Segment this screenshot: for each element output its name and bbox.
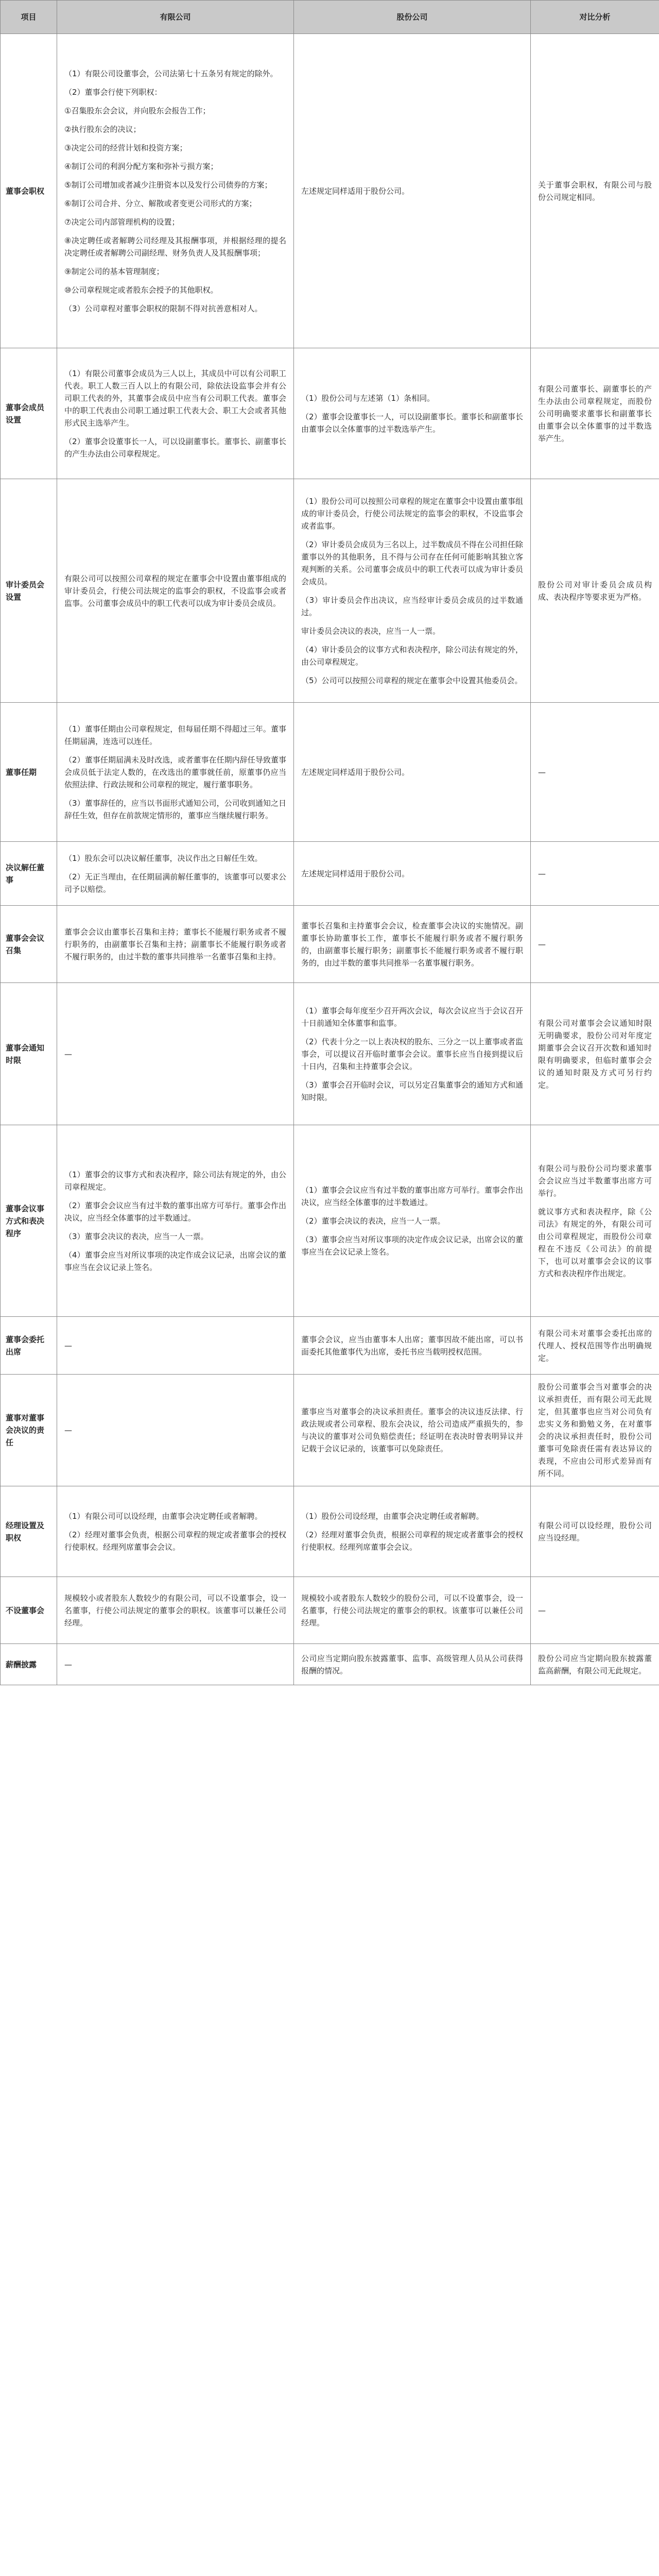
cell-paragraph: （1）董事会每年度至少召开两次会议，每次会议应当于会议召开十日前通知全体董事和监事。 [301, 1006, 523, 1028]
row-item-label: 决议解任董事 [1, 842, 57, 906]
row-item-label: 董事会职权 [1, 34, 57, 348]
cell-paragraph: （2）经理对董事会负责，根据公司章程的规定或者董事会的授权行使职权。经理列席董事会会议。 [64, 1530, 286, 1552]
cell-inc [294, 983, 531, 1125]
header-inc: 股份公司 [294, 1, 531, 34]
cell-ltd [57, 34, 294, 348]
cell-inc [294, 703, 531, 842]
cell-inc [294, 1125, 531, 1317]
cell-paragraph: （3）董事会应当对所议事项的决定作成会议记录，出席会议的董事应当在会议记录上签名。 [301, 1234, 523, 1257]
cell-cmp [531, 906, 659, 983]
cell-paragraph: — [538, 939, 546, 949]
cell-paragraph: 有限公司董事长、副董事长的产生办法由公司章程规定，而股份公司明确要求董事长和副董事长由董事会以全体董事的过半数选举产生。 [538, 384, 652, 443]
row-item-label: 董事对董事会决议的责任 [1, 1375, 57, 1486]
cell-cmp [531, 703, 659, 842]
cell-paragraph: （2）董事会设董事长一人，可以设副董事长。董事长、副董事长的产生办法由公司章程规定。 [64, 436, 286, 459]
cell-paragraph: ①召集股东会会议，并向股东会报告工作； [64, 106, 211, 115]
cell-paragraph: 就议事方式和表决程序，除《公司法》有规定的外，有限公司可由公司章程规定，而股份公司章程在不违反《公司法》的前提下，也可以对董事会会议的议事方式和表决程序作出规定。 [538, 1207, 652, 1278]
cell-ltd [57, 1644, 294, 1685]
cell-paragraph: （1）有限公司可以设经理，由董事会决定聘任或者解聘。 [64, 1511, 263, 1521]
cell-paragraph: 关于董事会职权，有限公司与股份公司规定相同。 [538, 180, 652, 202]
cell-paragraph: 股份公司应当定期向股东披露董监高薪酬，有限公司无此规定。 [538, 1653, 652, 1675]
cell-cmp [531, 1317, 659, 1375]
cell-paragraph: （3）董事会决议的表决，应当一人一票。 [64, 1231, 209, 1241]
cell-paragraph: 董事应当对董事会的决议承担责任。董事会的决议违反法律、行政法规或者公司章程、股东会决议，给公司造成严重损失的，参与决议的董事对公司负赔偿责任；经证明在表决时曾表明异议并记载于会议记录的，该董事可以免除责任。 [301, 1407, 523, 1453]
cell-cmp [531, 1375, 659, 1486]
cell-paragraph: 有限公司可以设经理，股份公司应当设经理。 [538, 1520, 652, 1543]
cell-cmp [531, 1486, 659, 1577]
cell-paragraph: — [64, 1049, 72, 1059]
cell-paragraph: — [64, 1659, 72, 1669]
cell-cmp [531, 34, 659, 348]
cell-ltd [57, 1317, 294, 1375]
table-row [1, 1644, 659, 1685]
row-item-label: 不设董事会 [1, 1577, 57, 1644]
cell-paragraph: 有限公司对董事会会议通知时限无明确要求，股份公司对年度定期董事会会议召开次数和通知时限有明确要求，但临时董事会会议的通知时限及方式可另行约定。 [538, 1018, 652, 1090]
cell-cmp [531, 1644, 659, 1685]
cell-paragraph: （4）董事会应当对所议事项的决定作成会议记录，出席会议的董事应当在会议记录上签名。 [64, 1250, 286, 1272]
table-row [1, 1577, 659, 1644]
cell-inc [294, 1317, 531, 1375]
table-body [1, 34, 659, 1685]
header-compare: 对比分析 [531, 1, 659, 34]
table-row [1, 703, 659, 842]
cell-paragraph: （2）董事会会议应当有过半数的董事出席方可举行。董事会作出决议，应当经全体董事的过半数通过。 [64, 1200, 286, 1223]
cell-paragraph: 有限公司可以按照公司章程的规定在董事会中设置由董事组成的审计委员会，行使公司法规定的监事会的职权，不设监事会或者监事。公司董事会成员中的职工代表可以成为审计委员会成员。 [64, 573, 286, 608]
cell-paragraph: （3）董事辞任的，应当以书面形式通知公司，公司收到通知之日辞任生效，但存在前款规定情形的，董事应当继续履行职务。 [64, 798, 286, 820]
cell-paragraph: 股份公司董事会当对董事会的决议承担责任，而有限公司无此规定，但其董事也应当对公司负有忠实义务和勤勉义务，在对董事会的决议承担责任时，股份公司董事可免除责任需有表达异议的表现，不应由公司形式差异而有所不同。 [538, 1382, 652, 1478]
cell-paragraph: （1）董事会会议应当有过半数的董事出席方可举行。董事会作出决议，应当经全体董事的过半数通过。 [301, 1185, 523, 1207]
cell-paragraph: ⑤制订公司增加或者减少注册资本以及发行公司债券的方案； [64, 180, 272, 190]
cell-paragraph: 有限公司与股份公司均要求董事会会议应当过半数董事出席方可举行。 [538, 1163, 652, 1198]
cell-paragraph: （1）股东会可以决议解任董事，决议作出之日解任生效。 [64, 853, 263, 863]
cell-cmp [531, 1577, 659, 1644]
cell-paragraph: — [64, 1341, 72, 1350]
table-row [1, 906, 659, 983]
cell-paragraph: ③决定公司的经营计划和投资方案； [64, 143, 187, 152]
cell-ltd [57, 1125, 294, 1317]
cell-paragraph: （1）股份公司设经理，由董事会决定聘任或者解聘。 [301, 1511, 484, 1521]
cell-ltd [57, 983, 294, 1125]
cell-inc [294, 1375, 531, 1486]
cell-paragraph: 董事会会议由董事长召集和主持；董事长不能履行职务或者不履行职务的，由副董事长召集和主持；副董事长不能履行职务或者不履行职务的，由过半数的董事共同推举一名董事召集和主持。 [64, 927, 286, 961]
cell-paragraph: （2）董事任期届满未及时改选，或者董事在任期内辞任导致董事会成员低于法定人数的，在改选出的董事就任前，原董事仍应当依照法律、行政法规和公司章程的规定，履行董事职务。 [64, 755, 286, 789]
cell-paragraph: （2）经理对董事会负责，根据公司章程的规定或者董事会的授权行使职权。经理列席董事会会议。 [301, 1530, 523, 1552]
table-row [1, 479, 659, 703]
row-item-label: 董事任期 [1, 703, 57, 842]
row-item-label: 董事会议事方式和表决程序 [1, 1125, 57, 1317]
row-item-label: 董事会会议召集 [1, 906, 57, 983]
table-row [1, 34, 659, 348]
cell-paragraph: （2）董事会行使下列职权： [64, 87, 162, 97]
row-item-label: 经理设置及职权 [1, 1486, 57, 1577]
cell-paragraph: ④制订公司的利润分配方案和弥补亏损方案； [64, 161, 218, 171]
cell-inc [294, 1486, 531, 1577]
cell-ltd [57, 703, 294, 842]
header-ltd: 有限公司 [57, 1, 294, 34]
cell-paragraph: — [538, 869, 546, 878]
cell-paragraph: 左述规定同样适用于股份公司。 [301, 186, 410, 196]
cell-paragraph: ⑥制订公司合并、分立、解散或者变更公司形式的方案； [64, 198, 257, 208]
cell-ltd [57, 1375, 294, 1486]
cell-inc [294, 479, 531, 703]
cell-paragraph: （2）审计委员会成员为三名以上，过半数成员不得在公司担任除董事以外的其他职务，且不得与公司存在任何可能影响其独立客观判断的关系。公司董事会成员中的职工代表可以成为审计委员会成员。 [301, 539, 523, 586]
cell-paragraph: ⑦决定公司内部管理机构的设置； [64, 217, 180, 227]
cell-inc [294, 1577, 531, 1644]
cell-paragraph: 董事会会议，应当由董事本人出席；董事因故不能出席，可以书面委托其他董事代为出席，委托书应当载明授权范围。 [301, 1334, 523, 1357]
cell-paragraph: ⑧决定聘任或者解聘公司经理及其报酬事项，并根据经理的提名决定聘任或者解聘公司副经理、财务负责人及其报酬事项； [64, 235, 286, 258]
cell-paragraph: 董事长召集和主持董事会会议，检查董事会决议的实施情况。副董事长协助董事长工作，董事长不能履行职务或者不履行职务的，由副董事长履行职务；副董事长不能履行职务或者不履行职务的，由过半数的董事共同推举一名董事履行职务。 [301, 921, 523, 968]
cell-cmp [531, 983, 659, 1125]
cell-paragraph: 有限公司未对董事会委托出席的代理人、授权范围等作出明确规定。 [538, 1328, 652, 1363]
cell-paragraph: （2）董事会设董事长一人，可以设副董事长。董事长和副董事长由董事会以全体董事的过半数选举产生。 [301, 412, 523, 434]
cell-paragraph: 审计委员会决议的表决，应当一人一票。 [301, 626, 441, 636]
cell-paragraph: （1）有限公司设董事会，公司法第七十五条另有规定的除外。 [64, 69, 278, 78]
row-item-label: 董事会委托出席 [1, 1317, 57, 1375]
cell-paragraph: （2）代表十分之一以上表决权的股东、三分之一以上董事或者监事会，可以提议召开临时董事会会议。董事长应当自接到提议后十日内，召集和主持董事会会议。 [301, 1037, 523, 1071]
cell-paragraph: （4）审计委员会的议事方式和表决程序，除公司法有规定的外，由公司章程规定。 [301, 645, 523, 667]
table-row [1, 1486, 659, 1577]
cell-paragraph: （5）公司可以按照公司章程的规定在董事会中设置其他委员会。 [301, 675, 523, 685]
row-item-label: 董事会通知时限 [1, 983, 57, 1125]
cell-inc [294, 906, 531, 983]
cell-cmp [531, 479, 659, 703]
cell-ltd [57, 1577, 294, 1644]
cell-paragraph: （2）董事会决议的表决，应当一人一票。 [301, 1216, 445, 1226]
cell-paragraph: ⑨制定公司的基本管理制度； [64, 266, 164, 276]
cell-ltd [57, 479, 294, 703]
cell-paragraph: （1）董事会的议事方式和表决程序，除公司法有规定的外，由公司章程规定。 [64, 1170, 286, 1192]
table-header-row [1, 1, 659, 34]
cell-ltd [57, 348, 294, 479]
cell-inc [294, 348, 531, 479]
cell-paragraph: — [538, 1605, 546, 1615]
cell-ltd [57, 1486, 294, 1577]
cell-cmp [531, 348, 659, 479]
cell-paragraph: （3）公司章程对董事会职权的限制不得对抗善意相对人。 [64, 303, 263, 313]
cell-paragraph: ⑩公司章程规定或者股东会授予的其他职权。 [64, 285, 218, 295]
table-row [1, 348, 659, 479]
cell-paragraph: 股份公司对审计委员会成员构成、表决程序等要求更为严格。 [538, 580, 652, 602]
table-row [1, 983, 659, 1125]
cell-paragraph: （1）有限公司董事会成员为三人以上，其成员中可以有公司职工代表。职工人数三百人以上的有限公司，除依法设监事会并有公司职工代表的外，其董事会成员中应当有公司职工代表。董事会中的职工代表由公司职工通过职工代表大会、职工大会或者其他形式民主选举产生。 [64, 368, 286, 428]
cell-paragraph: 规模较小或者股东人数较少的有限公司，可以不设董事会，设一名董事，行使公司法规定的董事会的职权。该董事可以兼任公司经理。 [64, 1593, 286, 1628]
cell-paragraph: （1）股份公司与左述第（1）条相同。 [301, 393, 435, 403]
table-row [1, 1375, 659, 1486]
cell-paragraph: （2）无正当理由，在任期届满前解任董事的，该董事可以要求公司予以赔偿。 [64, 872, 286, 894]
cell-paragraph: — [64, 1426, 72, 1435]
cell-paragraph: （3）董事会召开临时会议，可以另定召集董事会的通知方式和通知时限。 [301, 1080, 523, 1102]
cell-paragraph: （3）审计委员会作出决议，应当经审计委员会成员的过半数通过。 [301, 595, 523, 617]
cell-paragraph: （1）股份公司可以按照公司章程的规定在董事会中设置由董事组成的审计委员会，行使公司法规定的监事会的职权，不设监事会或者监事。 [301, 496, 523, 531]
cell-inc [294, 842, 531, 906]
row-item-label: 审计委员会设置 [1, 479, 57, 703]
cell-cmp [531, 842, 659, 906]
table-row [1, 842, 659, 906]
header-item: 项目 [1, 1, 57, 34]
row-item-label: 董事会成员设置 [1, 348, 57, 479]
cell-ltd [57, 842, 294, 906]
cell-paragraph: （1）董事任期由公司章程规定，但每届任期不得超过三年。董事任期届满，连选可以连任。 [64, 724, 286, 746]
cell-paragraph: ②执行股东会的决议； [64, 124, 141, 134]
table-row [1, 1317, 659, 1375]
cell-inc [294, 34, 531, 348]
cell-paragraph: 公司应当定期向股东披露董事、监事、高级管理人员从公司获得报酬的情况。 [301, 1653, 523, 1675]
cell-paragraph: — [538, 767, 546, 777]
row-item-label: 薪酬披露 [1, 1644, 57, 1685]
table-row [1, 1125, 659, 1317]
cell-paragraph: 左述规定同样适用于股份公司。 [301, 767, 410, 777]
cell-inc [294, 1644, 531, 1685]
cell-paragraph: 左述规定同样适用于股份公司。 [301, 869, 410, 878]
cell-cmp [531, 1125, 659, 1317]
cell-paragraph: 规模较小或者股东人数较少的股份公司，可以不设董事会，设一名董事，行使公司法规定的董事会的职权。该董事可以兼任公司经理。 [301, 1593, 523, 1628]
cell-ltd [57, 906, 294, 983]
